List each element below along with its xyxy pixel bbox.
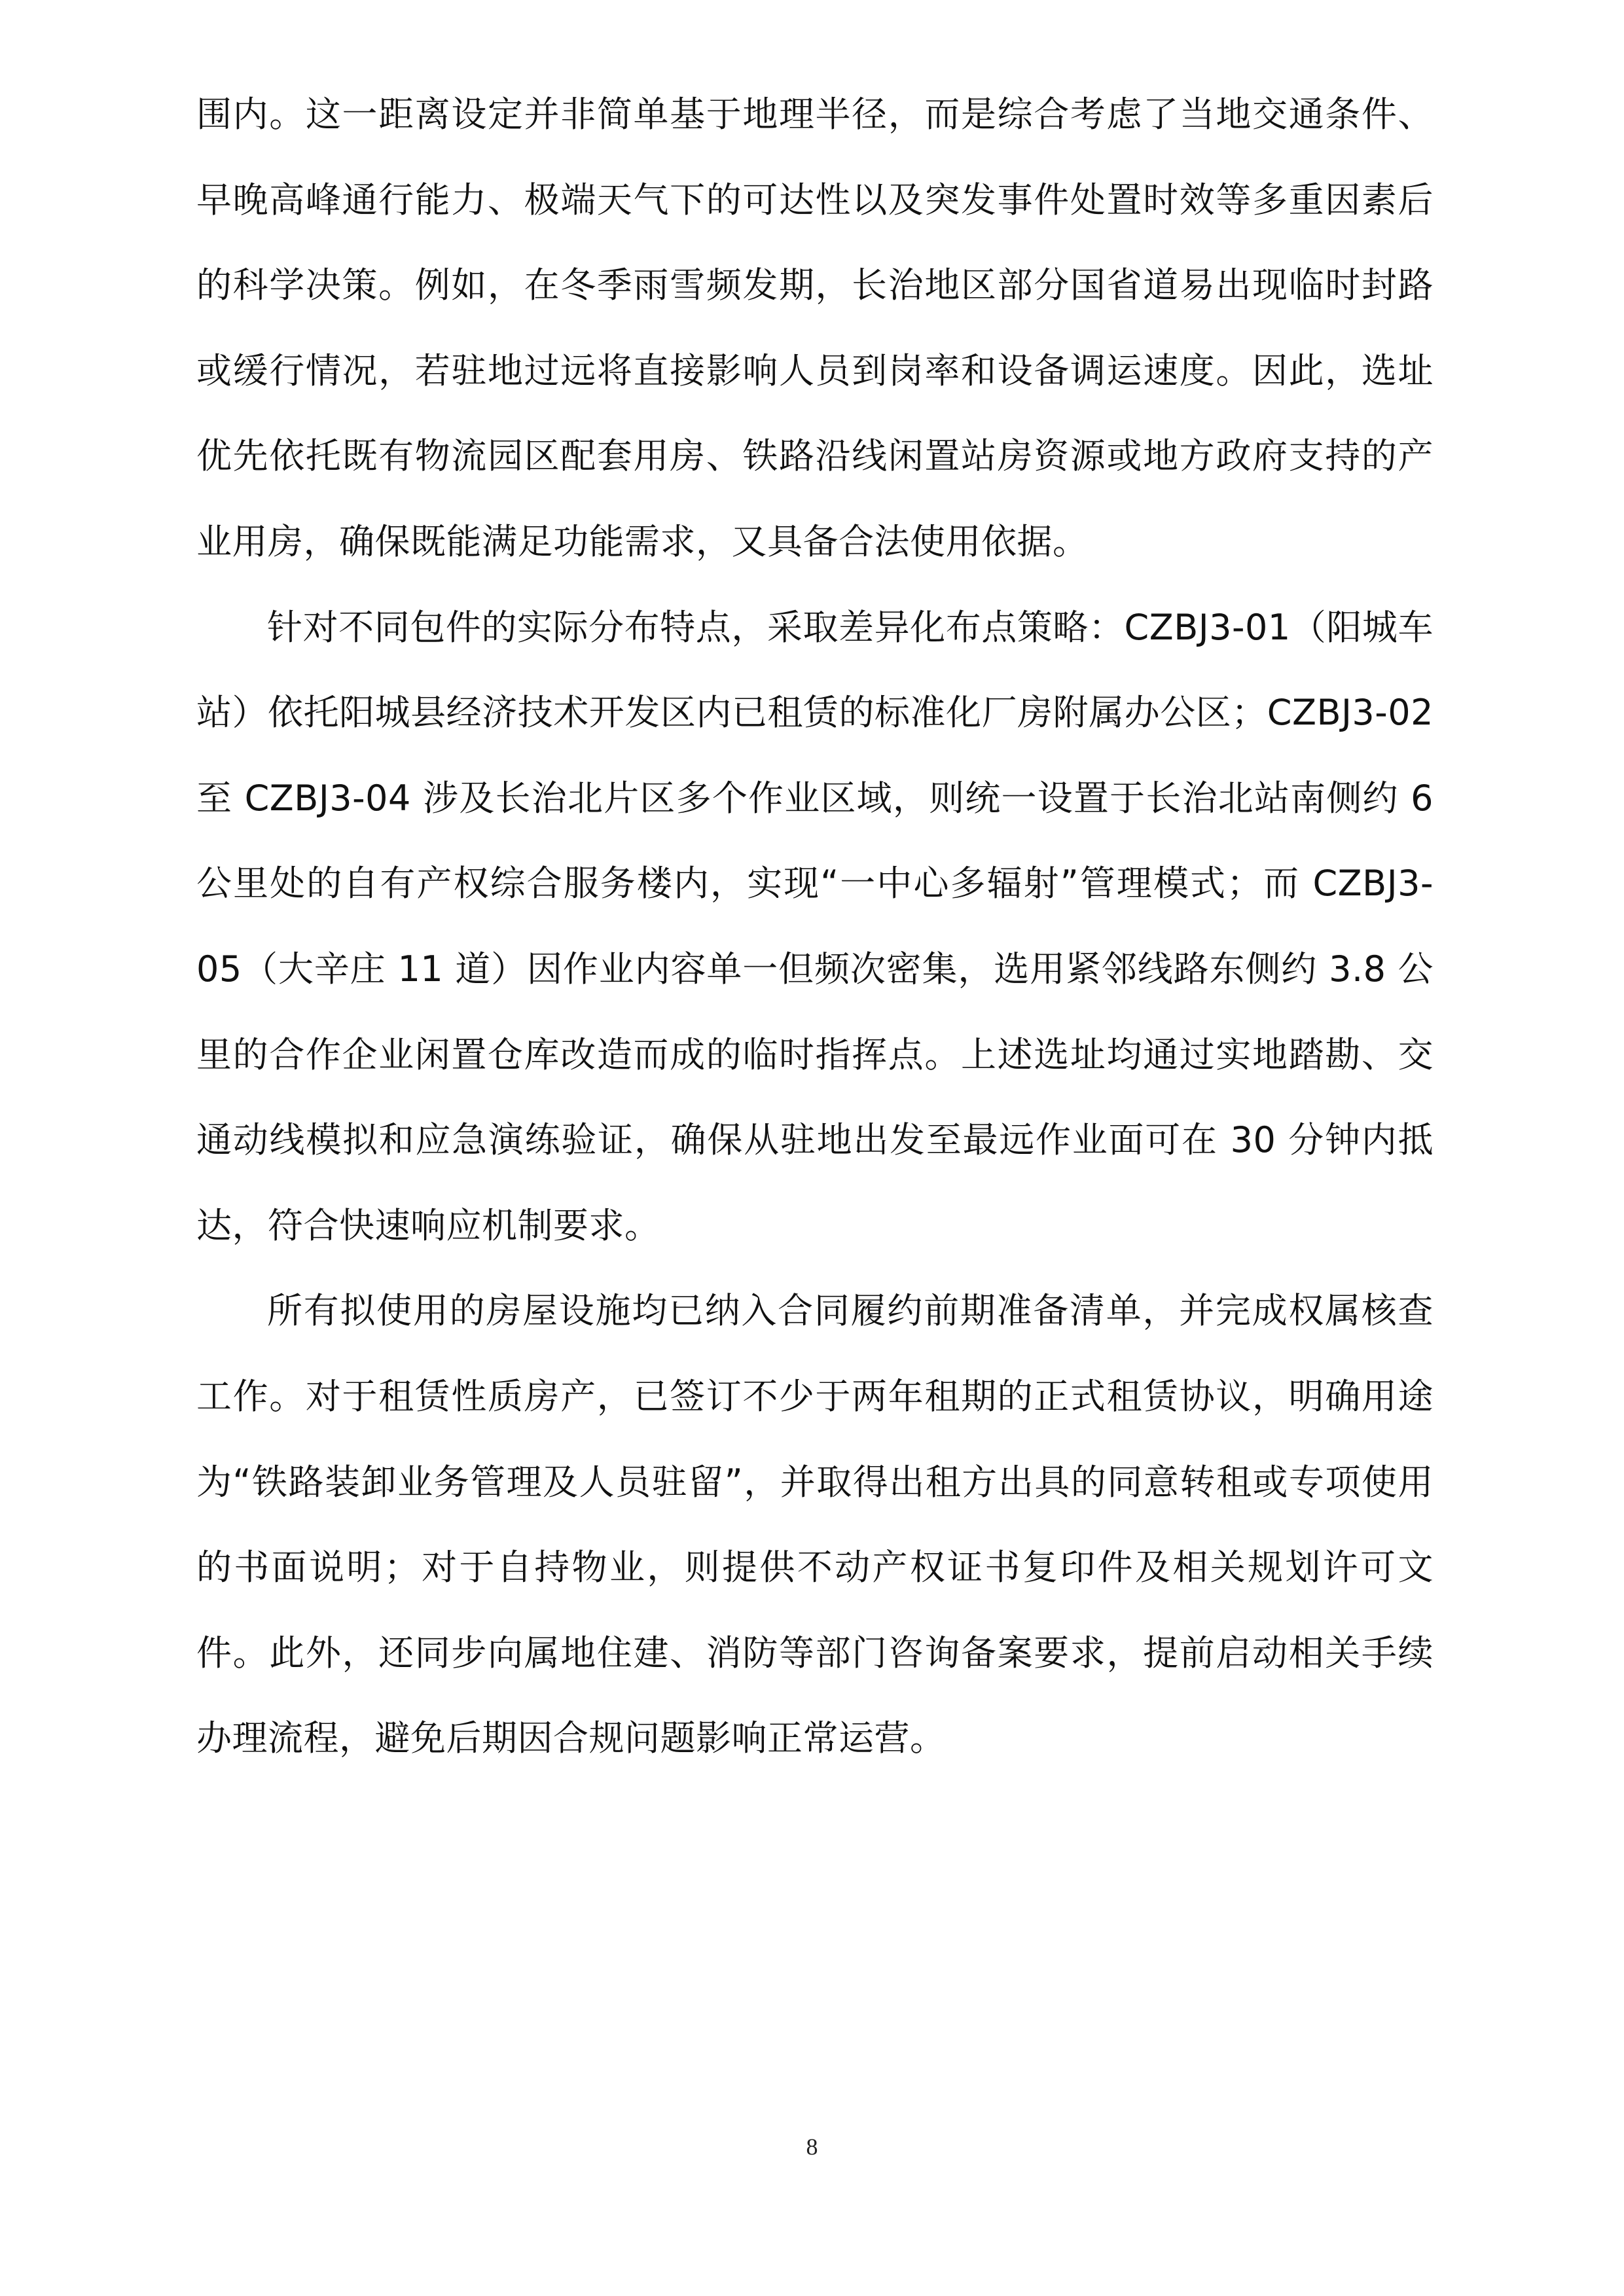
- paragraph-site-strategy: 针对不同包件的实际分布特点，采取差异化布点策略：CZBJ3-01（阳城车站）依托阳城县经济技术开发区内已租赁的标准化厂房附属办公区；CZBJ3-02 至 CZBJ3-04 涉及长治北片区多个作业区域，则统一设置于长治北站南侧约 6 公里处的自有产权综合服务楼内，实现“一中心多辐射”管理模式；而 CZBJ3-05（大辛庄 11 道）因作业内容单一但频次密集，选用紧邻线路东侧约 3.8 公里的合作企业闲置仓库改造而成的临时指挥点。上述选址均通过实地踏勘、交通动线模拟和应急演练验证，确保从驻地出发至最远作业面可在 30 分钟内抵达，符合快速响应机制要求。: [196, 606, 1434, 1246]
- body-text: [196, 72, 1434, 1782]
- page-number: 8: [806, 2134, 818, 2160]
- paragraph-continued: 围内。这一距离设定并非简单基于地理半径，而是综合考虑了当地交通条件、早晚高峰通行能力、极端天气下的可达性以及突发事件处置时效等多重因素后的科学决策。例如，在冬季雨雪频发期，长治地区部分国省道易出现临时封路或缓行情况，若驻地过远将直接影响人员到岗率和设备调运速度。因此，选址优先依托既有物流园区配套用房、铁路沿线闲置站房资源或地方政府支持的产业用房，确保既能满足功能需求，又具备合法使用依据。: [196, 94, 1434, 562]
- paragraph-property-check: 所有拟使用的房屋设施均已纳入合同履约前期准备清单，并完成权属核查工作。对于租赁性质房产，已签订不少于两年租期的正式租赁协议，明确用途为“铁路装卸业务管理及人员驻留”，并取得出租方出具的同意转租或专项使用的书面说明；对于自持物业，则提供不动产权证书复印件及相关规划许可文件。此外，还同步向属地住建、消防等部门咨询备案要求，提前启动相关手续办理流程，避免后期因合规问题影响正常运营。: [196, 1290, 1434, 1759]
